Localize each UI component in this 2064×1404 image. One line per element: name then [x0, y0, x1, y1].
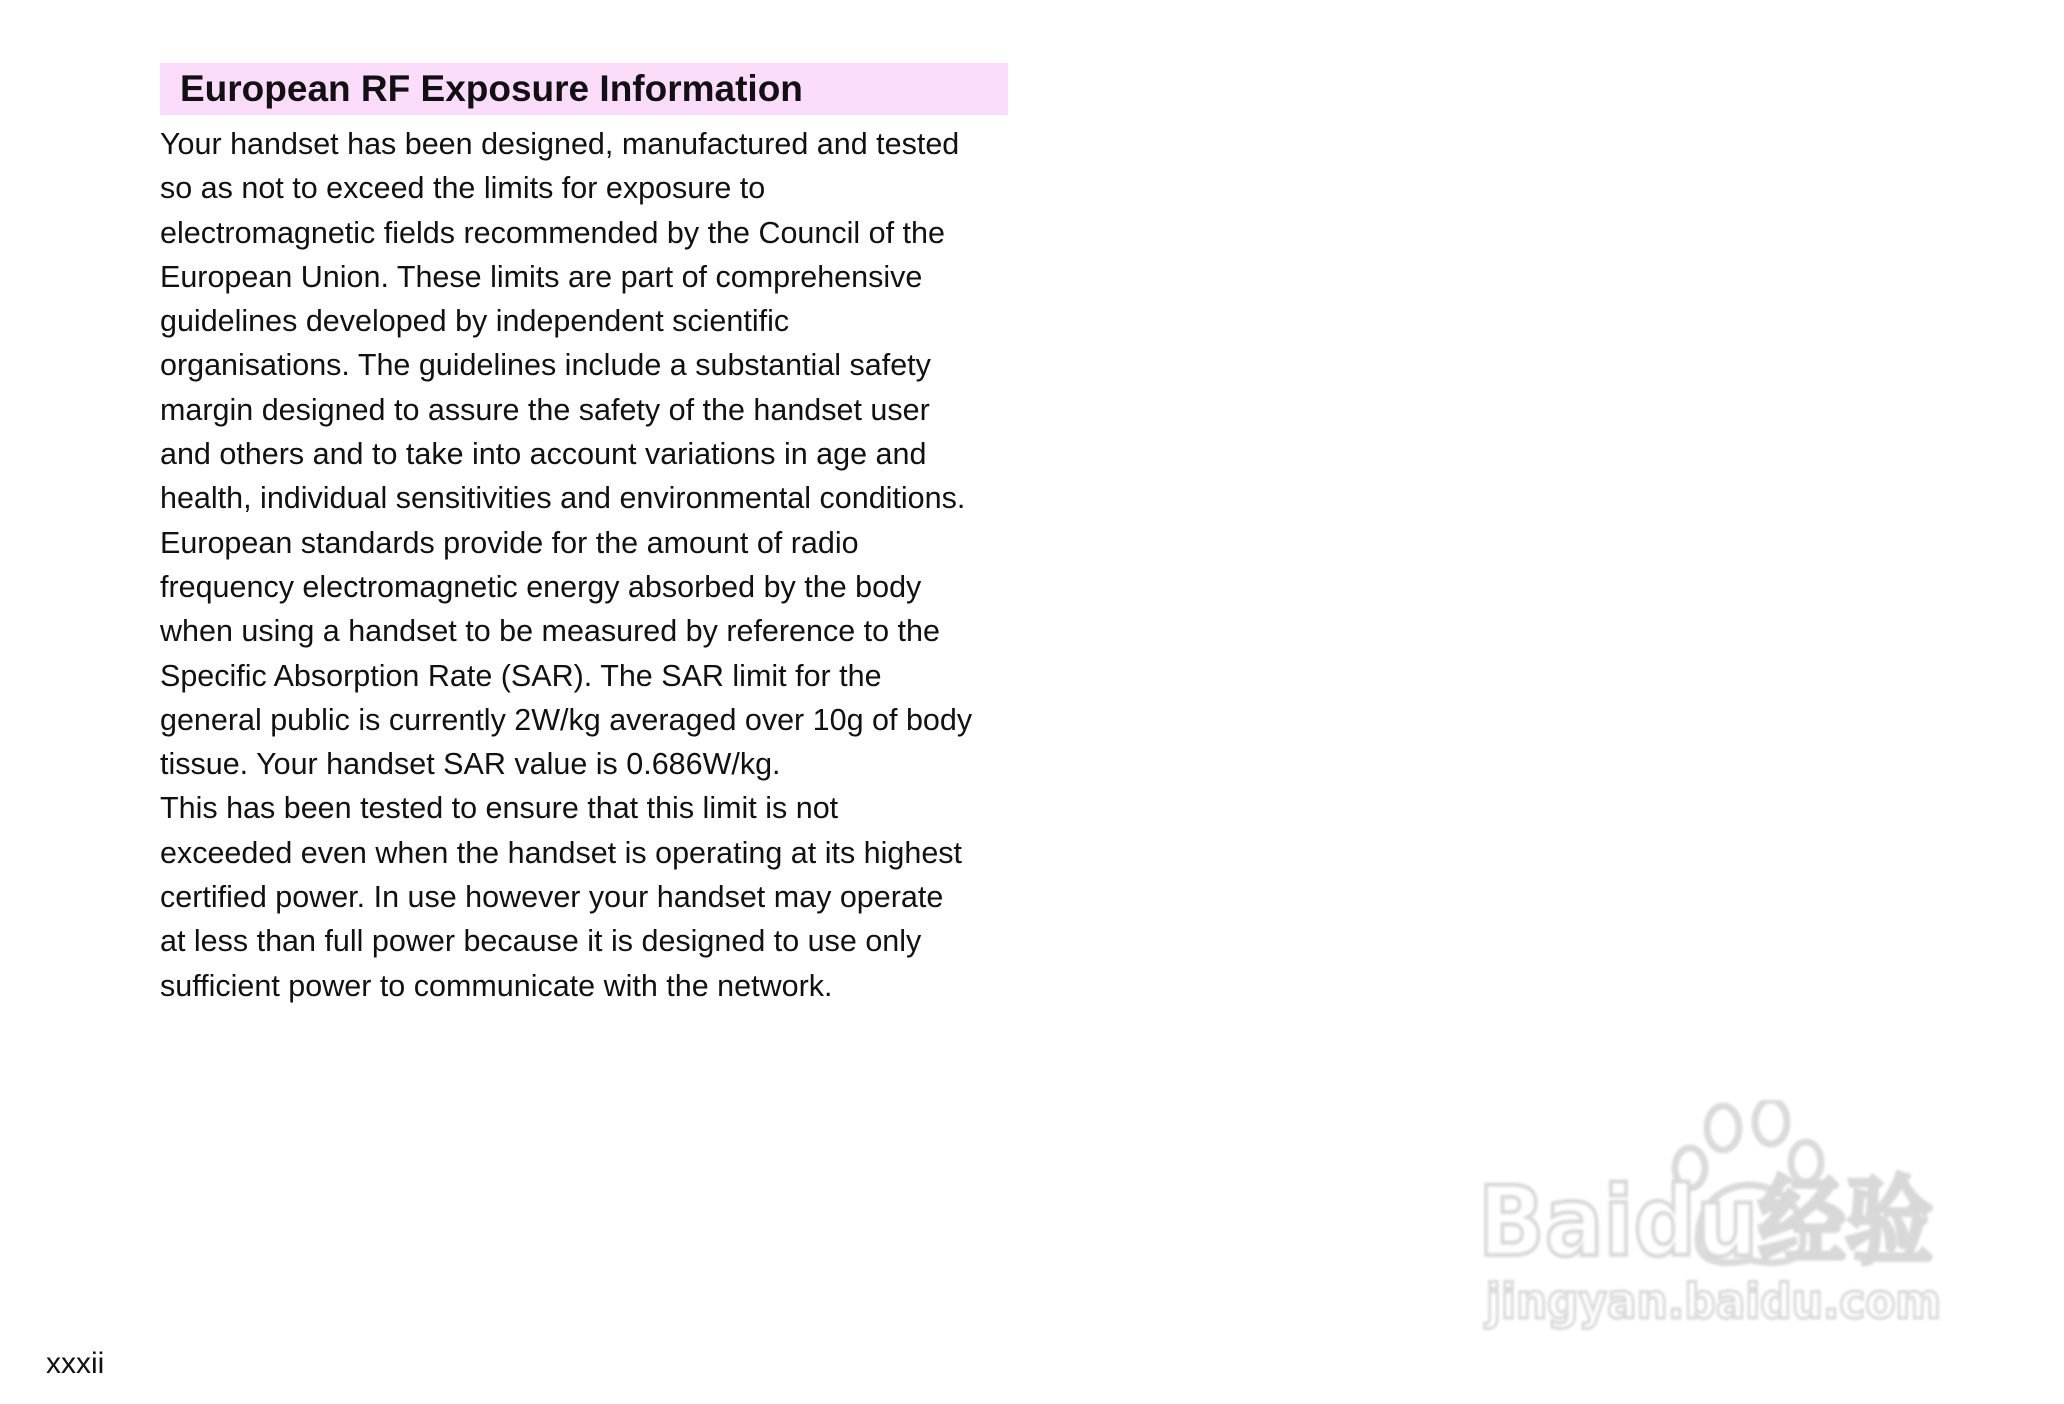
section-heading-band [160, 63, 1008, 115]
baidu-watermark [1468, 1100, 1958, 1330]
text-line: frequency electromagnetic energy absorbed by the body [160, 569, 922, 604]
text-line: at less than full power because it is designed to use only [160, 924, 922, 959]
section-heading: European RF Exposure Information [180, 68, 803, 109]
text-line: guidelines developed by independent scientific [160, 304, 790, 339]
text-line: Your handset has been designed, manufactured and tested [160, 127, 960, 161]
text-line: health, individual sensitivities and environmental conditions. [160, 481, 966, 516]
text-line: certified power. In use however your handset may operate [160, 880, 944, 915]
text-line: general public is currently 2W/kg averaged over 10g of body [160, 702, 973, 737]
text-line: electromagnetic fields recommended by the Council of the [160, 215, 945, 250]
watermark-url: jingyan.baidu.com [1484, 1274, 1941, 1330]
text-line: organisations. The guidelines include a substantial safety [160, 348, 931, 383]
text-line: European Union. These limits are part of comprehensive [160, 259, 923, 294]
text-line: European standards provide for the amount of radio [160, 525, 859, 560]
text-line: This has been tested to ensure that this limit is not [160, 791, 839, 826]
text-line: exceeded even when the handset is operating at its highest [160, 835, 963, 870]
text-line: and others and to take into account variations in age and [160, 437, 927, 472]
watermark-brand: Baidu经验 [1478, 1166, 1933, 1278]
text-line: Specific Absorption Rate (SAR). The SAR limit for the [160, 658, 882, 693]
text-line: when using a handset to be measured by reference to the [160, 614, 940, 649]
text-line: margin designed to assure the safety of the handset user [160, 392, 930, 427]
text-line: sufficient power to communicate with the network. [160, 968, 833, 1003]
text-line: so as not to exceed the limits for exposure to [160, 171, 766, 206]
text-line: tissue. Your handset SAR value is 0.686W/kg. [160, 747, 781, 782]
body-text [160, 122, 1020, 1008]
page-number: xxxii [46, 1347, 105, 1380]
